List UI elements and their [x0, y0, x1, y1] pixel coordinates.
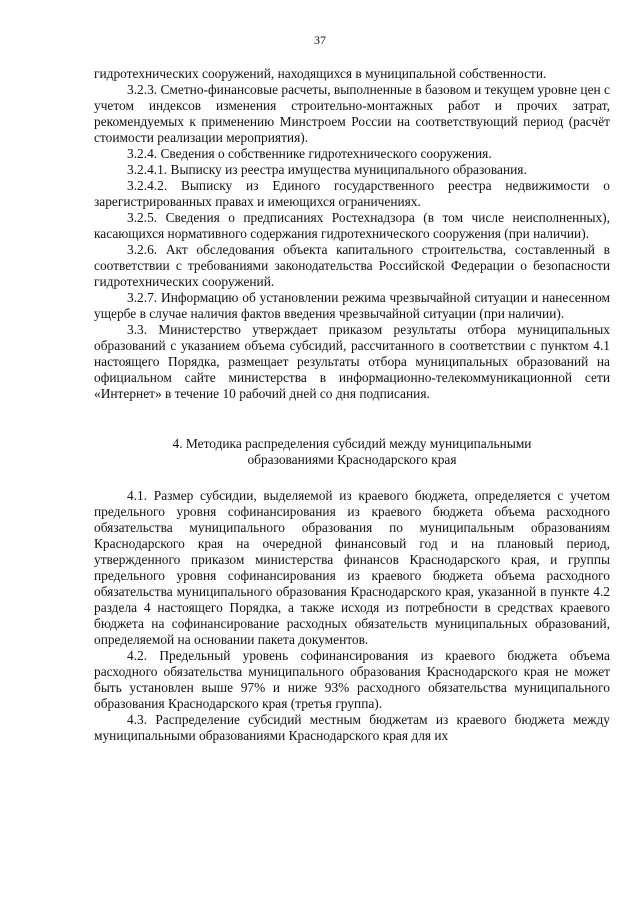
- paragraph: 4.2. Предельный уровень софинансирования из краевого бюджета объема расходного обязательства муниципального образования Краснодарского края не может быть установлен выше 97% и ниже 93% расходного обязательства муниципального образования Краснодарского края (третья группа).: [94, 648, 610, 711]
- paragraph: 4.3. Распределение субсидий местным бюджетам из краевого бюджета между муниципальными образованиями Краснодарского края для их: [94, 712, 610, 743]
- paragraph: 4.1. Размер субсидии, выделяемой из краевого бюджета, определяется с учетом предельного уровня софинансирования из краевого бюджета объема расходного обязательства муниципального образования по муниципальным образованиям Краснодарского края на очередной финансовый год и на плановый период, утвержденного приказом министерства финансов Краснодарского края, и группы предельного уровня софинансирования из краевого бюджета объема расходного обязательства муниципального образования Краснодарского края, указанной в пункте 4.2 раздела 4 настоящего Порядка, а также исходя из потребности в средствах краевого бюджета на софинансирование расходных обязательств муниципальных образований, определяемой на основании пакета документов.: [94, 488, 610, 647]
- section-heading: [94, 436, 610, 468]
- section-heading-line-1: 4. Методика распределения субсидий между муниципальными: [172, 436, 532, 451]
- page-number: 37: [314, 33, 326, 47]
- paragraph: 3.2.6. Акт обследования объекта капитального строительства, составленный в соответствии с требованиями законодательства Российской Федерации о безопасности гидротехнических сооружений.: [94, 242, 610, 289]
- paragraph: 3.2.3. Сметно-финансовые расчеты, выполненные в базовом и текущем уровне цен с учетом индексов изменения строительно-монтажных работ и прочих затрат, рекомендуемых к применению Минстроем России на соответствующий период (расчёт стоимости реализации мероприятия).: [94, 82, 610, 145]
- paragraph: 3.2.7. Информацию об установлении режима чрезвычайной ситуации и нанесенном ущербе в случае наличия фактов введения чрезвычайной ситуации (при наличии).: [94, 290, 610, 321]
- paragraph: 3.2.5. Сведения о предписаниях Ростехнадзора (в том числе неисполненных), касающихся нормативного содержания гидротехнического сооружения (при наличии).: [94, 210, 610, 241]
- paragraph: гидротехнических сооружений, находящихся в муниципальной собственности.: [94, 66, 547, 81]
- paragraph: 3.3. Министерство утверждает приказом результаты отбора муниципальных образований с указанием объема субсидий, рассчитанного в соответствии с пунктом 4.1 настоящего Порядка, размещает результаты отбора муниципальных образований на официальном сайте министерства в информационно-телекоммуникационной сети «Интернет» в течение 10 рабочий дней со дня подписания.: [94, 322, 610, 401]
- section-heading-line-2: образованиями Краснодарского края: [247, 452, 457, 467]
- paragraph: 3.2.4. Сведения о собственнике гидротехнического сооружения.: [127, 146, 492, 161]
- paragraph: 3.2.4.1. Выписку из реестра имущества муниципального образования.: [127, 162, 527, 177]
- paragraph-block-bottom: [94, 488, 610, 744]
- document-body: [94, 66, 610, 744]
- paragraph: 3.2.4.2. Выписку из Единого государственного реестра недвижимости о зарегистрированных правах и имеющихся ограничениях.: [94, 178, 610, 209]
- paragraph-block-top: [94, 66, 610, 402]
